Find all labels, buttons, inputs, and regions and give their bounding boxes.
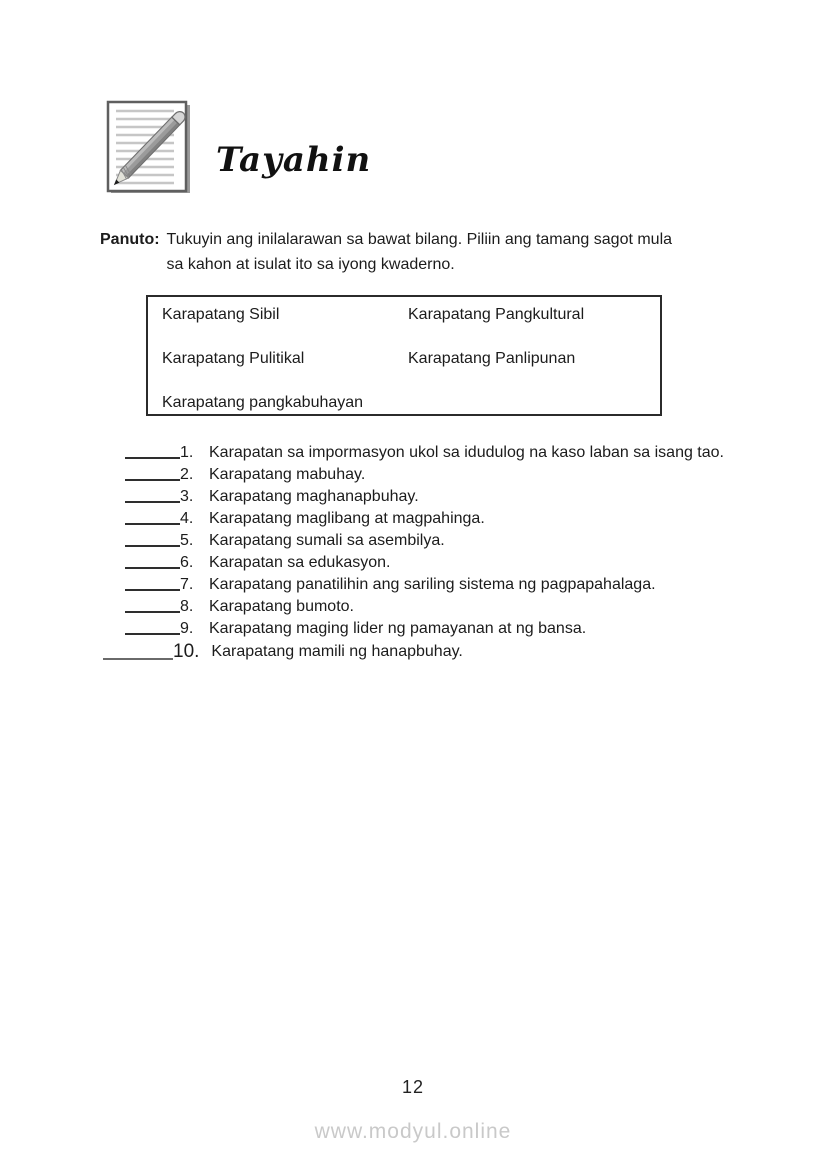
question-number: 2. <box>180 466 194 483</box>
answer-blank <box>125 552 180 569</box>
question-item <box>100 618 740 640</box>
word-bank-item: Karapatang Pangkultural <box>408 306 585 323</box>
question-text: Karapatang mabuhay. <box>209 466 366 483</box>
question-text: Karapatang maghanapbuhay. <box>209 488 419 505</box>
watermark: www.modyul.online <box>314 1120 512 1143</box>
question-number: 5. <box>180 532 194 549</box>
question-text: Karapatan sa edukasyon. <box>209 554 391 571</box>
question-text: Karapatang panatilihin ang sariling sistema ng pagpapahalaga. <box>209 576 656 593</box>
question-item <box>100 574 740 596</box>
page-number: 12 <box>401 1077 425 1097</box>
question-text: Karapatan sa impormasyon ukol sa idudulog na kaso laban sa isang tao. <box>209 444 724 461</box>
question-item <box>100 464 740 486</box>
word-bank-item: Karapatang pangkabuhayan <box>162 394 364 411</box>
answer-blank <box>125 618 180 635</box>
answer-blank <box>125 442 180 459</box>
question-item <box>100 508 740 530</box>
answer-blank <box>125 508 180 525</box>
notepad-pencil-icon <box>104 99 200 195</box>
question-text: Karapatang mamili ng hanapbuhay. <box>211 643 463 660</box>
answer-blank <box>125 530 180 547</box>
question-item <box>100 486 740 508</box>
answer-blank <box>125 574 180 591</box>
answer-blank <box>125 464 180 481</box>
answer-blank <box>103 641 173 660</box>
instructions-text: Tukuyin ang inilalarawan sa bawat bilang. Piliin ang tamang sagot mula sa kahon at isulat ito sa iyong kwaderno. <box>166 231 673 273</box>
question-number: 6. <box>180 554 194 571</box>
question-item <box>100 530 740 552</box>
question-number: 7. <box>180 576 194 593</box>
answer-blank <box>125 486 180 503</box>
question-number: 10. <box>173 641 200 662</box>
question-text: Karapatang bumoto. <box>209 598 354 615</box>
question-item <box>100 442 740 464</box>
question-number: 9. <box>180 620 194 637</box>
word-bank-item: Karapatang Sibil <box>162 306 280 323</box>
instructions <box>100 227 740 277</box>
question-text: Karapatang sumali sa asembilya. <box>209 532 445 549</box>
questions-list <box>100 442 740 663</box>
question-text: Karapatang maging lider ng pamayanan at ng bansa. <box>209 620 587 637</box>
question-item <box>100 641 740 663</box>
page-title: Tayahin <box>216 140 372 180</box>
word-bank-item: Karapatang Pulitikal <box>162 350 305 367</box>
word-bank-item: Karapatang Panlipunan <box>408 350 576 367</box>
question-number: 8. <box>180 598 194 615</box>
question-number: 3. <box>180 488 194 505</box>
question-number: 4. <box>180 510 194 527</box>
question-item <box>100 552 740 574</box>
instructions-label: Panuto: <box>100 231 160 248</box>
question-item <box>100 596 740 618</box>
answer-blank <box>125 596 180 613</box>
word-bank-box <box>146 295 662 416</box>
question-number: 1. <box>180 444 194 461</box>
question-text: Karapatang maglibang at magpahinga. <box>209 510 485 527</box>
